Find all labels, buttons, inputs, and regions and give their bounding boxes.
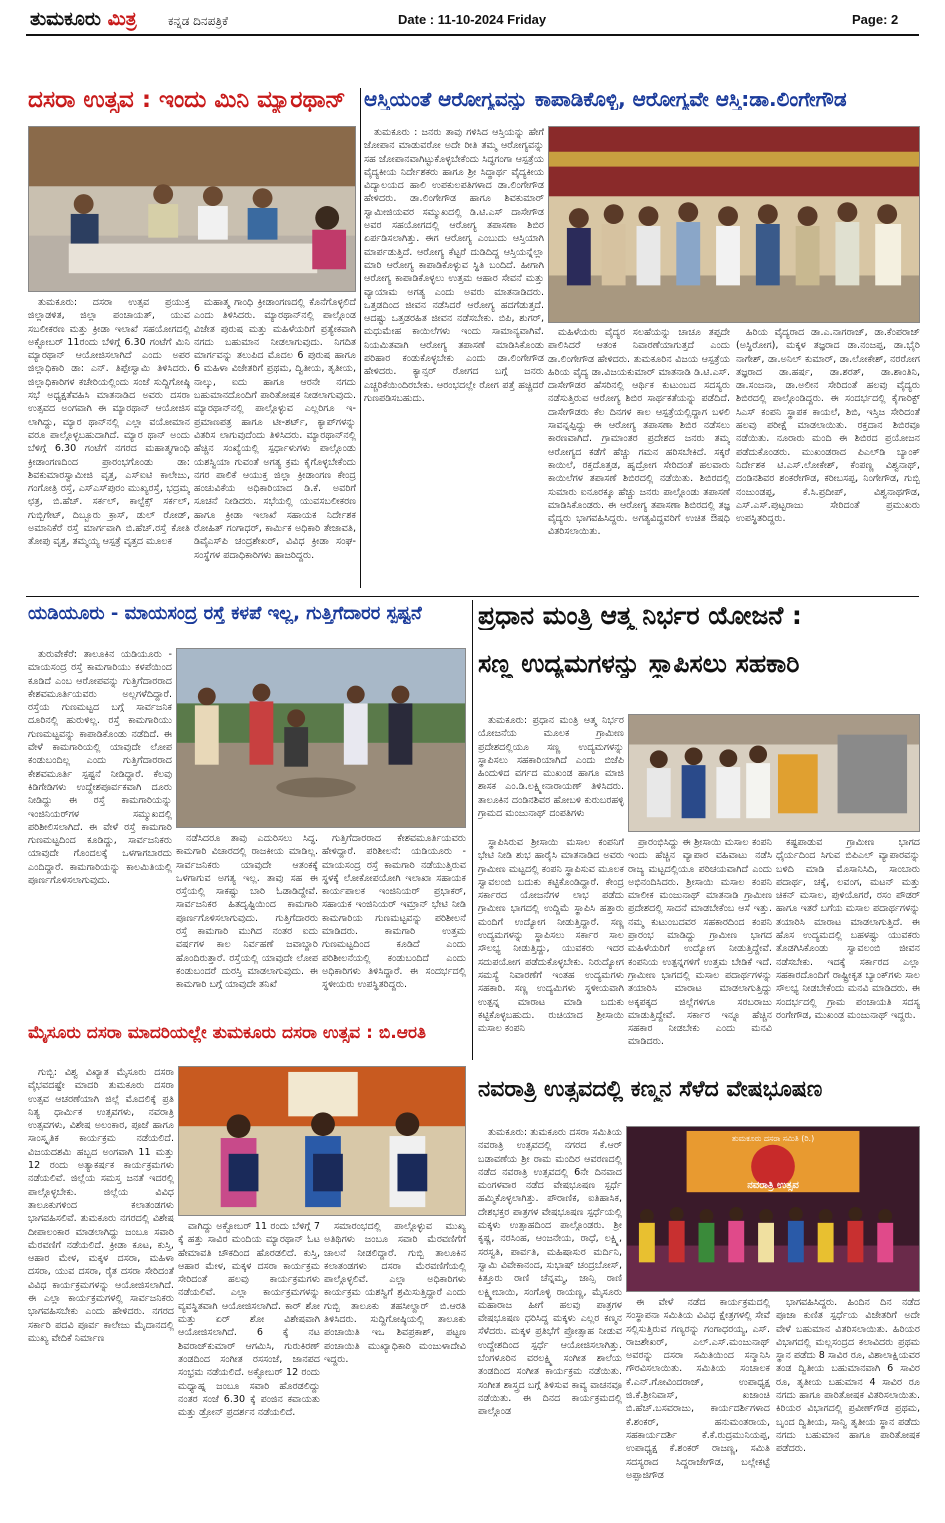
column-divider — [472, 600, 473, 1060]
article-road-text-3: ಗುತ್ತಿಗೆದಾರರಾದ ಕೇಶವಮೂರ್ತಿಯವರು ಹೇಳಿದ್ದಾರೆ. ಪರಿಶೀಲನೆ: ಯಡಿಯೂರು - ಮಾಯಸಂದ್ರ ರಸ್ತೆ ಕಾಮಗಾರಿ ನಡೆಯುತ್ತಿರುವ ಸ್ಥಳಕ್ಕೆ ಲೋಕೋಪಯೋಗಿ ಇಲಾಖಾ ಸಹಾಯಕ ಕಾರ್ಯಪಾಲಕ ಇಂಜಿನಿಯರ್ ಪ್ರಭಾಕರ್, ಸಹಾಯಕ ಇಂಜಿನಿಯರ್ ಇಮ್ರಾನ್ ಭೇಟಿ ನೀಡಿ ಕಾಮಗಾರಿಯ ಗುಣಮಟ್ಟವನ್ನು ಪರಿಶೀಲನೆ ಮಾಡಿದರು. ಕಾಮಗಾರಿ ಉತ್ತಮ ಗುಣಮಟ್ಟದಿಂದ ಕೂಡಿದೆ ಎಂದು ಪರಿಶೀಲನೆಯಲ್ಲಿ ಕಂಡುಬಂದಿದೆ ಎಂದು ಅಧಿಕಾರಿಗಳು ತಿಳಿಸಿದ್ದಾರೆ. ಈ ಸಂದರ್ಭದಲ್ಲಿ ಸ್ಥಳೀಯರು ಉಪಸ್ಥಿತರಿದ್ದರು. — [322, 833, 466, 991]
article-health-camp-text-2: ಮಹಿಳೆಯರು ವೈದ್ಯರ ಸಲಹೆಯನ್ನು ಚಾಚೂ ತಪ್ಪದೇ ಪಾಲಿಸಿದರೆ ಆತಂಕ ನಿವಾರಣೆಯಾಗುತ್ತದೆ ಎಂದು ಡಾ.ಲಿಂಗೇಗೌಡ ಹೇಳಿದರು. ತುಮಕೂರಿನ ವಿಜಯ ಆಸ್ಪತ್ರೆಯ ಹಿರಿಯ ವೈದ್ಯ ಡಾ.ವಿಜಯಕುಮಾರ್ ಮಾತನಾಡಿ ಡಿ.ಟಿ.ಎಸ್. ದಾಸೇಗೌಡರ ಹೆಸರಿನಲ್ಲಿ ಆರ್ಥಿಕ ಕುಟುಂಬದ ಸದಸ್ಯರು ನಡೆಸುತ್ತಿರುವ ಆರೋಗ್ಯ ಶಿಬಿರ ಸಾರ್ಥಕತೆಯನ್ನು ಪಡೆದಿದೆ. ದಾಸೇಗೌಡರು ಕೆಲ ದಿನಗಳ ಕಾಲ ಆಸ್ಪತ್ರೆಯಲ್ಲಿದ್ದಾಗ ಬಳಲಿ ಸಾವನ್ನಪ್ಪಿದ್ದು ಈ ಆರೋಗ್ಯ ತಪಾಸಣಾ ಶಿಬಿರ ನಡೆಸಲು ಕಾರಣವಾಗಿದೆ. ಗ್ರಾಮಾಂತರ ಪ್ರದೇಶದ ಜನರು ತಮ್ಮ ಆರೋಗ್ಯದ ಕಡೆಗೆ ಹೆಚ್ಚು ಗಮನ ಹರಿಸಬೇಕಿದೆ. ಸಕ್ಕರೆ ಕಾಯಿಲೆ, ರಕ್ತದೊತ್ತಡ, ಹೃದ್ರೋಗ ಸೇರಿದಂತೆ ಹಲವಾರು ಕಾಯಿಲೆಗಳ ತಪಾಸಣೆ ಶಿಬಿರದಲ್ಲಿ ನಡೆಯಿತು. ಶಿಬಿರದಲ್ಲಿ ಸುಮಾರು ಐನೂರಕ್ಕೂ ಹೆಚ್ಚು ಜನರು ಪಾಲ್ಗೊಂಡು ತಪಾಸಣೆ ಮಾಡಿಸಿಕೊಂಡರು. ಈ ಆರೋಗ್ಯ ತಪಾಸಣಾ ಶಿಬಿರದಲ್ಲಿ ತಜ್ಞ ವೈದ್ಯರು ಭಾಗವಹಿಸಿದ್ದರು. ಅಗತ್ಯವಿದ್ದವರಿಗೆ ಉಚಿತ ಔಷಧಿ ವಿತರಿಸಲಾಯಿತು. — [548, 327, 730, 538]
headline-atma-nirbhar-2: ಸಣ್ಣ ಉದ್ಯಮಗಳನ್ನು ಸ್ಥಾಪಿಸಲು ಸಹಕಾರಿ — [478, 650, 800, 678]
article-atma-nirbhar-col3 — [776, 836, 920, 1058]
article-dasara-text-2: ವಾಗಿದ್ದು ಅಕ್ಟೋಬರ್ 11 ರಂದು ಬೆಳಿಗ್ಗೆ 7 ಕ್ಕೆ ಹತ್ತು ಸಾವಿರ ಮಂದಿಯ ಮ್ಯಾರಥಾನ್ ಓಟ ಹೇಮಾವತಿ ಚೌಕದಿಂದ ಹೊರಡಲಿದೆ. ಕುಸ್ತಿ, ಆಹಾರ ಮೇಳ, ಮಕ್ಕಳ ದಸರಾ ಕಾರ್ಯಕ್ರಮ ಸೇರಿದಂತೆ ಹಲವು ಕಾರ್ಯಕ್ರಮಗಳು ನಡೆಯಲಿವೆ. ಎಲ್ಲಾ ಕಾರ್ಯಕ್ರಮಗಳನ್ನು ವ್ಯವಸ್ಥಿತವಾಗಿ ಆಯೋಜಿಸಲಾಗಿದೆ. ಕಾರ್ ಶೋ ಮತ್ತು ಏರ್ ಶೋ ವಿಶೇಷವಾಗಿ ಆಯೋಜಿಸಲಾಗಿದೆ. 6 ಕ್ಕೆ ನಟ ಶಿವರಾಜ್‌ಕುಮಾರ್ ಆಗಮಿಸಿ, ಗುರುಕಿರಣ್ ತಂಡದಿಂದ ಸಂಗೀತ ರಸಸಂಜೆ, ಜಾನಪದ ಸಂಭ್ರಮ ನಡೆಯಲಿದೆ. ಅಕ್ಟೋಬರ್ 12 ರಂದು ಮಧ್ಯಾಹ್ನ ಜಂಬೂ ಸವಾರಿ ಹೊರಡಲಿದ್ದು ನಂತರ ಸಂಜೆ 6.30 ಕ್ಕೆ ಪಂಜಿನ ಕವಾಯತು ಮತ್ತು ಡ್ರೋನ್ ಪ್ರದರ್ಶನ ನಡೆಯಲಿದೆ. — [178, 1221, 320, 1419]
photo-stage-org-text: ತುಮಕೂರು ದಸರಾ ಸಮಿತಿ (ರಿ.) — [731, 1133, 815, 1143]
article-road-text-1: ತುರುವೇಕೆರೆ: ತಾಲೂಕಿನ ಯಡಿಯೂರು - ಮಾಯಸಂದ್ರ ರಸ್ತೆ ಕಾಮಗಾರಿಯು ಕಳಪೆಯಿಂದ ಕೂಡಿದೆ ಎಂಬ ಆರೋಪವನ್ನು ಗುತ್ತಿಗೆದಾರರಾದ ಕೇಶವಮೂರ್ತಿಯವರು ಅಲ್ಲಗಳೆದಿದ್ದಾರೆ. ರಸ್ತೆಯ ಗುಣಮಟ್ಟದ ಬಗ್ಗೆ ಸಾರ್ವಜನಿಕ ದೂರಿನಲ್ಲಿ ಹುರುಳಿಲ್ಲ. ರಸ್ತೆ ಕಾಮಗಾರಿಯು ಗುಣಮಟ್ಟವನ್ನು ಕಾಪಾಡಿಕೊಂಡು ನಡೆದಿದೆ. ಈ ವೇಳೆ ಕಾಮಗಾರಿಯಲ್ಲಿ ಯಾವುದೇ ಲೋಪ ಕಂಡುಬಂದಿಲ್ಲ ಎಂದು ಗುತ್ತಿಗೆದಾರರಾದ ಕೇಶವಮೂರ್ತಿ ಸ್ಪಷ್ಟನೆ ನೀಡಿದ್ದಾರೆ. ಕೆಲವು ಕಿಡಿಗೇಡಿಗಳು ಉದ್ದೇಶಪೂರ್ವಕವಾಗಿ ದೂರು ನೀಡಿದ್ದು ಈ ರಸ್ತೆ ಕಾಮಗಾರಿಯನ್ನು ಇಂಜಿನಿಯರ್‌ಗಳ ಸಮ್ಮುಖದಲ್ಲಿ ಪರಿಶೀಲಿಸಲಾಗಿದೆ. ಈ ವೇಳೆ ರಸ್ತೆ ಕಾಮಗಾರಿ ಗುಣಮಟ್ಟದಿಂದ ಕೂಡಿದ್ದು, ಸಾರ್ವಜನಿಕರು ಯಾವುದೇ ಗೊಂದಲಕ್ಕೆ ಒಳಗಾಗಬಾರದು ಎಂದಿದ್ದಾರೆ. ಕಾಮಗಾರಿಯನ್ನು ಕಾಲಮಿತಿಯಲ್ಲಿ ಪೂರ್ಣಗೊಳಿಸಲಾಗುವುದು. — [28, 649, 172, 887]
article-health-camp-col2 — [548, 326, 730, 592]
article-atma-nirbhar-text-3: ಕಷ್ಟಪಾಡುವ ಗ್ರಾಮೀಣ ಭಾಗದ ಧೈರ್ಯದಿಂದ ಸಿಗುವ ಬಿಪಿಎಲ್ ವ್ಯಾಪಾರವನ್ನು ಬಳಿದಿ ಮಾಡಿ ಮೊಸಾನಿಸಿದಿ, ಸಾಂಬಾರು ಪದಾರ್ಥ, ಚಕ್ಕೆ, ಲವಂಗ, ಮಟನ್ ಮತ್ತು ಚಿಕನ್ ಮಸಾಲ, ಪುಳಿಯೊಗರೆ, ರಸಂ ಪೌಡರ್ ಹಾಗೂ ಇತರೆ ಬಗೆಯ ಮಸಾಲ ಪದಾರ್ಥಗಳನ್ನು ತಯಾರಿಸಿ ಮಾರಾಟ ಮಾಡಲಾಗುತ್ತಿದೆ. ಈ ಹೊಸ ಉದ್ಯಮದಲ್ಲಿ ಬಹಳಷ್ಟು ಯುವಕರು ತೊಡಗಿಸಿಕೊಂಡು ಸ್ವಾವಲಂಬಿ ಜೀವನ ನಡೆಸಬೇಕು. ಇದಕ್ಕೆ ಸರ್ಕಾರದ ಎಲ್ಲಾ ಸಹಕಾರದೊಂದಿಗೆ ರಾಷ್ಟ್ರೀಕೃತ ಬ್ಯಾಂಕ್‌ಗಳು ಸಾಲ ಸೌಲಭ್ಯ ನೀಡಬೇಕೆಂದು ಮನವಿ ಮಾಡಿದರು. ಈ ಸಂದರ್ಭದಲ್ಲಿ ಗ್ರಾಮ ಪಂಚಾಯತಿ ಸದಸ್ಯ ರಂಗೇಗೌಡ, ಮುಖಂಡ ಮಂಜುನಾಥ್ ಇದ್ದರು. — [776, 837, 920, 1021]
headline-tumkur-dasara: ಮೈಸೂರು ದಸರಾ ಮಾದರಿಯಲ್ಲೇ ತುಮಕೂರು ದಸರಾ ಉತ್ಸವ : ಬಿ.ಆರತಿ — [28, 1024, 426, 1043]
issue-date: Date : 11-10-2024 Friday — [398, 12, 547, 27]
photo-stage-banner-text: ನವರಾತ್ರಿ ಉತ್ಸವ — [747, 1180, 799, 1192]
article-navaratri-col2 — [626, 1296, 770, 1498]
masthead-logo-name: ತುಮಕೂರು — [30, 8, 101, 30]
article-dasara-text-3: ಸಮಾರಂಭದಲ್ಲಿ ಪಾಲ್ಗೊಳ್ಳುವ ಮುಖ್ಯ ಅತಿಥಿಗಳು ಜಂಬೂ ಸವಾರಿ ಮೆರವಣಿಗೆಗೆ ಚಾಲನೆ ನೀಡಲಿದ್ದಾರೆ. ಗುಬ್ಬಿ ತಾಲೂಕಿನ ಕಲಾತಂಡಗಳು ದಸರಾ ಮೆರವಣಿಗೆಯಲ್ಲಿ ಪಾಲ್ಗೊಳ್ಳಲಿವೆ. ಎಲ್ಲಾ ಅಧಿಕಾರಿಗಳು ಕಾರ್ಯಕ್ರಮ ಯಶಸ್ವಿಗೆ ಶ್ರಮಿಸುತ್ತಿದ್ದಾರೆ ಎಂದು ಗುಬ್ಬಿ ತಾಲೂಕು ತಹಸೀಲ್ದಾರ್ ಬಿ.ಆರತಿ ತಿಳಿಸಿದರು. ಸುದ್ದಿಗೋಷ್ಠಿಯಲ್ಲಿ ತಾಲೂಕು ಪಂಚಾಯಿತಿ ಇಒ ಶಿವಪ್ರಕಾಶ್, ಪಟ್ಟಣ ಪಂಚಾಯಿತಿ ಮುಖ್ಯಾಧಿಕಾರಿ ಮಂಜುಳಾದೇವಿ ಇದ್ದರು. — [324, 1221, 466, 1365]
article-road-col1 — [28, 648, 172, 1016]
article-navaratri-text-3: ಭಾಗವಹಿಸಿದ್ದರು. ಹಿಂದಿನ ದಿನ ನಡೆದ ಪೂಜಾ ಕುಣಿತ ಸ್ಪರ್ಧೆಯ ವಿಜೇತರಿಗೆ ಅದೇ ವೇಳೆ ಬಹುಮಾನ ವಿತರಿಸಲಾಯಿತು. ಹಿರಿಯರ ವಿಭಾಗದಲ್ಲಿ ಮಲ್ಲಸಂದ್ರದ ಕಲಾವಿದರು ಪ್ರಥಮ ಸ್ಥಾನ ಪಡೆದು 8 ಸಾವಿರ ರೂ, ವಿಶಾಲಾಕ್ಷಿಯವರ ತಂಡ ದ್ವಿತೀಯ ಬಹುಮಾನವಾಗಿ 6 ಸಾವಿರ ರೂ, ತೃತೀಯ ಬಹುಮಾನ 4 ಸಾವಿರ ರೂ ನಗದು ಹಾಗೂ ಪಾರಿತೋಷಕ ವಿತರಿಸಲಾಯಿತು. ಕಿರಿಯರ ವಿಭಾಗದಲ್ಲಿ ಪ್ರವೀಣ್‌ಗೌಡ ಪ್ರಥಮ, ಬೃಂದ ದ್ವಿತೀಯ, ಸಾನ್ವಿ ತೃತೀಯ ಸ್ಥಾನ ಪಡೆದು ನಗದು ಬಹುಮಾನ ಹಾಗೂ ಪಾರಿತೋಷಕ ಪಡೆದರು. — [776, 1297, 920, 1455]
headline-road-clarification: ಯಡಿಯೂರು - ಮಾಯಸಂದ್ರ ರಸ್ತೆ ಕಳಪೆ ಇಲ್ಲ, ಗುತ್ತಿಗೆದಾರರ ಸ್ಪಷ್ಟನೆ — [28, 604, 422, 624]
headline-navaratri-costumes: ನವರಾತ್ರಿ ಉತ್ಸವದಲ್ಲಿ ಕಣ್ಮನ ಸೆಳೆದ ವೇಷಭೂಷಣ — [478, 1078, 823, 1102]
column-divider — [360, 88, 361, 588]
article-dasara-col2 — [178, 1220, 320, 1498]
photo-meeting — [28, 126, 356, 292]
article-health-camp-col3 — [736, 326, 920, 592]
headline-health-camp: ಆಸ್ತಿಯಂತೆ ಆರೋಗ್ಯವನ್ನು ಕಾಪಾಡಿಕೊಳ್ಳಿ, ಆರೋಗ್ಯವೇ ಆಸ್ತಿ:ಡಾ.ಲಿಂಗೇಗೌಡ — [364, 88, 847, 110]
article-dasara-col1 — [28, 1066, 174, 1498]
photo-road-inspection — [176, 648, 466, 828]
article-atma-nirbhar-text-2: ಪ್ರಾರಂಭಿಸಿದ್ದು ಈ ಶ್ರೀಸಾಯಿ ಮಸಾಲ ಕಂಪನಿ ಇಂದು ಹೆಚ್ಚಿನ ವ್ಯಾಪಾರ ವಹಿವಾಟು ನಡೆಸಿ ರಾಜ್ಯ ಮಟ್ಟದಲ್ಲಿಯೂ ಪರಿಚಯವಾಗಿದೆ ಎಂದು ಅಭಿನಂದಿಸಿದರು. ಶ್ರೀಸಾಯಿ ಮಸಾಲ ಕಂಪನಿ ಮಾಲೀಕ ಮಂಜುನಾಥ್ ಮಾತನಾಡಿ ಗ್ರಾಮೀಣ ಪ್ರದೇಶದಲ್ಲಿ ಸಾದನೆ ಮಾಡಬೇಕೆಂಬ ಆಸೆ ಇತ್ತು. ನಮ್ಮ ಕುಟುಂಬದವರ ಸಹಕಾರದಿಂದ ಕಂಪನಿ ಪ್ರಾರಂಭ ಮಾಡಿದ್ದು ಗ್ರಾಮೀಣ ಭಾಗದ ಮಹಿಳೆಯರಿಗೆ ಉದ್ಯೋಗ ನೀಡುತ್ತಿದ್ದೇವೆ. ಕಂಪನಿಯ ಉತ್ಪನ್ನಗಳಿಗೆ ಉತ್ತಮ ಬೇಡಿಕೆ ಇದೆ. ಗ್ರಾಮೀಣ ಭಾಗದಲ್ಲಿ ಮಸಾಲ ಪದಾರ್ಥಗಳನ್ನು ತಯಾರಿಸಿ ಮಾರಾಟ ಮಾಡಲಾಗುತ್ತಿದ್ದು ಅಕ್ಕಪಕ್ಕದ ಜಿಲ್ಲೆಗಳಿಗೂ ಸರಬರಾಜು ಮಾಡುತ್ತಿದ್ದೇವೆ. ಸರ್ಕಾರ ಇನ್ನೂ ಹೆಚ್ಚಿನ ಸಹಕಾರ ನೀಡಬೇಕು ಎಂದು ಮನವಿ ಮಾಡಿದರು. — [628, 837, 772, 1048]
headline-atma-nirbhar-1: ಪ್ರಧಾನ ಮಂತ್ರಿ ಆತ್ಮ ನಿರ್ಭರ ಯೋಜನೆ : — [478, 602, 802, 630]
article-navaratri-text-1: ತುಮಕೂರು: ತುಮಕೂರು ದಸರಾ ಸಮಿತಿಯ ನವರಾತ್ರಿ ಉತ್ಸವದಲ್ಲಿ ನಗರದ ಕೆ.ಆರ್ ಬಡಾವಣೆಯ ಶ್ರೀ ರಾಮ ಮಂದಿರ ಆವರಣದಲ್ಲಿ ನಡೆದ ನವರಾತ್ರಿ ಉತ್ಸವದಲ್ಲಿ 6ನೇ ದಿನವಾದ ಮಂಗಳವಾರ ನಡೆದ ವೇಷಭೂಷಣ ಸ್ಪರ್ಧೆ ಹಮ್ಮಿಕೊಳ್ಳಲಾಗಿತ್ತು. ಪೌರಾಣಿಕ, ಐತಿಹಾಸಿಕ, ದೇಶಭಕ್ತರ ಪಾತ್ರಗಳ ವೇಷಭೂಷಣ ಸ್ಪರ್ಧೆಯಲ್ಲಿ ಮಕ್ಕಳು ಉತ್ಸಾಹದಿಂದ ಪಾಲ್ಗೊಂಡರು. ಶ್ರೀ ಕೃಷ್ಣ, ನರಸಿಂಹ, ಆಂಜನೇಯ, ರಾಧೆ, ಲಕ್ಷ್ಮಿ, ಸರಸ್ವತಿ, ಪಾರ್ವತಿ, ಮಹಿಷಾಸುರ ಮರ್ದಿನಿ, ಸ್ವಾಮಿ ವಿವೇಕಾನಂದ, ಸುಭಾಷ್ ಚಂದ್ರಬೋಸ್, ಕಿತ್ತೂರು ರಾಣಿ ಚೆನ್ನಮ್ಮ, ಜಾನ್ಸಿ ರಾಣಿ ಲಕ್ಷ್ಮೀಬಾಯಿ, ಸಂಗೊಳ್ಳಿ ರಾಯಣ್ಣ, ಮೈಸೂರು ಮಹಾರಾಜ ಹೀಗೆ ಹಲವು ಪಾತ್ರಗಳ ವೇಷಭೂಷಣ ಧರಿಸಿದ್ದ ಮಕ್ಕಳು ಎಲ್ಲರ ಕಣ್ಮನ ಸೆಳೆದರು. ಮಕ್ಕಳ ಪ್ರತಿಭೆಗೆ ಪ್ರೋತ್ಸಾಹ ನೀಡುವ ಉದ್ದೇಶದಿಂದ ಸ್ಪರ್ಧೆ ಆಯೋಜಿಸಲಾಗಿತ್ತು. ಬೆಂಗಳೂರಿನ ವರಲಕ್ಷ್ಮಿ ಸಂಗೀತ ಶಾಲೆಯ ತಂಡದಿಂದ ಸಂಗೀತ ಕಾರ್ಯಕ್ರಮ ನಡೆಯಿತು. ಸಂಗೀತ ಶಾಸ್ತ್ರದ ಬಗ್ಗೆ ತಿಳಿಸುವ ಕಾವ್ಯ ವಾಚನವೂ ನಡೆಯಿತು. ಈ ದಿನದ ಕಾರ್ಯಕ್ರಮದಲ್ಲಿ ಪಾಲ್ಗೊಂಡ — [478, 1127, 622, 1418]
headline-mini-marathon: ದಸರಾ ಉತ್ಸವ : ಇಂದು ಮಿನಿ ಮ್ಯಾರಥಾನ್ — [28, 88, 346, 113]
article-atma-nirbhar-col1b — [478, 836, 624, 1058]
article-atma-nirbhar-col1a — [478, 714, 624, 832]
photo-masala-company — [628, 714, 920, 832]
article-road-col2 — [176, 832, 318, 1016]
article-atma-nirbhar-text-1b: ಸ್ಥಾಪಿಸಿರುವ ಶ್ರೀಸಾಯಿ ಮಸಾಲ ಕಂಪನಿಗೆ ಭೇಟಿ ನೀಡಿ ಶುಭ ಹಾರೈಸಿ ಮಾತನಾಡಿದ ಅವರು ಗ್ರಾಮೀಣ ಮಟ್ಟದಲ್ಲಿ ಕಂಪನಿ ಸ್ಥಾಪಿಸುವ ಮೂಲಕ ಸ್ವಾವಲಂಬಿ ಬದುಕು ಕಟ್ಟಿಕೊಂಡಿದ್ದಾರೆ. ಕೇಂದ್ರ ಸರ್ಕಾರದ ಯೋಜನೆಗಳ ಲಾಭ ಪಡೆದು ಗ್ರಾಮೀಣ ಭಾಗದಲ್ಲಿ ಉದ್ದಿಮೆ ಸ್ಥಾಪಿಸಿ ಹತ್ತಾರು ಮಂದಿಗೆ ಉದ್ಯೋಗ ನೀಡುತ್ತಿದ್ದಾರೆ. ಸಣ್ಣ ಉದ್ಯಮಗಳನ್ನು ಸ್ಥಾಪಿಸಲು ಸರ್ಕಾರ ಸಾಲ ಸೌಲಭ್ಯ ನೀಡುತ್ತಿದ್ದು, ಯುವಕರು ಇದರ ಸದುಪಯೋಗ ಪಡೆದುಕೊಳ್ಳಬೇಕು. ನಿರುದ್ಯೋಗ ಸಮಸ್ಯೆ ನಿವಾರಣೆಗೆ ಇಂತಹ ಉದ್ಯಮಗಳು ಸಹಕಾರಿ. ಸಣ್ಣ ಉದ್ಯಮಿಗಳು ಸ್ಥಳೀಯವಾಗಿ ಉತ್ಪನ್ನ ಮಾರಾಟ ಮಾಡಿ ಬದುಕು ಕಟ್ಟಿಕೊಳ್ಳಬಹುದು. ರುಚಿಯಾದ ಶ್ರೀಸಾಯಿ ಮಸಾಲ ಕಂಪನಿ — [478, 837, 624, 1035]
article-atma-nirbhar-text-1a: ತುಮಕೂರು: ಪ್ರಧಾನ ಮಂತ್ರಿ ಆತ್ಮ ನಿರ್ಭರ ಯೋಜನೆಯ ಮೂಲಕ ಗ್ರಾಮೀಣ ಪ್ರದೇಶದಲ್ಲಿಯೂ ಸಣ್ಣ ಉದ್ಯಮಗಳನ್ನು ಸ್ಥಾಪಿಸಲು ಸಹಕಾರಿಯಾಗಿದೆ ಎಂದು ಬಿಜೆಪಿ ಹಿಂದುಳಿದ ವರ್ಗದ ಮುಖಂಡ ಹಾಗೂ ಮಾಜಿ ಶಾಸಕ ಎಂ.ಡಿ.ಲಕ್ಷ್ಮೀನಾರಾಯಣ್ ತಿಳಿಸಿದರು. ತಾಲೂಕಿನ ದಂಡಿನಶಿವರ ಹೋಬಳಿ ಕುರುಬರಹಳ್ಳಿ ಗ್ರಾಮದ ಮಂಜುನಾಥ್ ದಂಪತಿಗಳು — [478, 715, 624, 820]
masthead-logo-mitra: ಮಿತ್ರ — [107, 8, 137, 30]
article-navaratri-col1 — [478, 1126, 622, 1498]
masthead-subtitle: ಕನ್ನಡ ದಿನಪತ್ರಿಕೆ — [168, 14, 229, 28]
photo-navaratri-stage — [626, 1126, 920, 1292]
article-mini-marathon-text-2: ಮಹಾತ್ಮ ಗಾಂಧಿ ಕ್ರೀಡಾಂಗಣದಲ್ಲಿ ಕೊನೆಗೊಳ್ಳಲಿದೆ ಎಂದು ತಿಳಿಸಿದರು. ಮ್ಯಾರಥಾನ್‌ನಲ್ಲಿ ಪಾಲ್ಗೊಂಡ ವಿಜೇತ ಪುರುಷ ಮತ್ತು ಮಹಿಳೆಯರಿಗೆ ಪ್ರತ್ಯೇಕವಾಗಿ ನಗದು ಬಹುಮಾನ ನೀಡಲಾಗುವುದು. ನಿಗದಿತ ಮಾರ್ಗವನ್ನು ತಲುಪಿದ ಮೊದಲ 6 ಪುರುಷ ಹಾಗೂ 6 ಮಹಿಳಾ ವಿಜೇತರಿಗೆ ಪ್ರಥಮ, ದ್ವಿತೀಯ, ತೃತೀಯ, ನಾಲ್ಕು, ಐದು ಹಾಗೂ ಆರನೇ ನಗದು ಬಹುಮಾನದೊಂದಿಗೆ ಪಾರಿತೋಷಕ ನೀಡಲಾಗುವುದು. ಮ್ಯಾರಥಾನ್‌ನಲ್ಲಿ ಪಾಲ್ಗೊಳ್ಳುವ ಎಲ್ಲರಿಗೂ ಇ-ಪ್ರಮಾಣಪತ್ರ ಹಾಗೂ ಟೀ-ಶರ್ಟ್, ಕ್ಯಾಪ್‌ಗಳನ್ನು ವಿತರಿಸ ಲಾಗುವುದೆಂದು ತಿಳಿಸಿದರು. ಮ್ಯಾರಥಾನ್‌ನಲ್ಲಿ ಹೆಚ್ಚಿನ ಸಂಖ್ಯೆಯಲ್ಲಿ ಸ್ಪರ್ಧಾಳುಗಳು ಪಾಲ್ಗೊಂಡು ಯಶಸ್ವಿಯಾ ಗುವಂತೆ ಅಗತ್ಯ ಕ್ರಮ ಕೈಗೊಳ್ಳಬೇಕೆಂದು ನಗರ ಪಾಲಿಕೆ ಆಯುಕ್ತ ಜಿಲ್ಲಾ ಕ್ರೀಡಾಂಗಣ ಕೇಂದ್ರ ಹಂಚುವಿಕೆಯ ಅಧಿಕಾರಿಯಾದ ಡಿ.ಕೆ. ಅವರಿಗೆ ಸೂಚನೆ ನೀಡಿದರು. ಸಭೆಯಲ್ಲಿ ಯುವಸಬಲೀಕರಣ ಹಾಗೂ ಕ್ರೀಡಾ ಇಲಾಖೆ ಸಹಾಯಕ ನಿರ್ದೇಶಕ ರೋಹಿತ್ ಗಂಗಾಧರ್, ಕಾರ್ಮಿಕ ಅಧಿಕಾರಿ ತೇಜಾವತಿ, ಡಿವೈಎಸ್‌ಪಿ ಚಂದ್ರಶೇಖರ್, ವಿವಿಧ ಕ್ರೀಡಾ ಸಂಘ-ಸಂಸ್ಥೆಗಳ ಪದಾಧಿಕಾರಿಗಳು ಹಾಜರಿದ್ದರು. — [194, 297, 356, 561]
article-navaratri-text-2: ಈ ವೇಳೆ ನಡೆದ ಕಾರ್ಯಕ್ರಮದಲ್ಲಿ ಸಂಸ್ಥಾಪನಾ ಸಮಿತಿಯ ವಿವಿಧ ಕ್ಷೇತ್ರಗಳಲ್ಲಿ ಸೇವೆ ಸಲ್ಲಿಸುತ್ತಿರುವ ಗಣ್ಯರನ್ನು ಗಂಗಾಧರಯ್ಯ, ಎಸ್. ರಾಜಶೇಖರ್, ಎಲ್.ಎಸ್.ಮಂಜುನಾಥ್ ಅವರನ್ನು ದಸರಾ ಸಮಿತಿಯಿಂದ ಸನ್ಮಾನಿಸಿ ಗೌರವಿಸಲಾಯಿತು. ಸಮಿತಿಯ ಸಂಚಾಲಕ ಕೆ.ಎನ್.ಗೋವಿಂದರಾಜ್, ಉಪಾಧ್ಯಕ್ಷ ಜಿ.ಕೆ.ಶ್ರೀನಿವಾಸ್, ಖಜಾಂಚಿ ಬಿ.ಹೆಚ್.ಬಸವರಾಜು, ಕಾರ್ಯದರ್ಶಿಗಳಾದ ಕೆ.ಶಂಕರ್, ಹನುಮಂತರಾಯ, ಸಹಕಾರ್ಯದರ್ಶಿ ಕೆ.ಕೆ.ರುದ್ರಮುನಿಯಪ್ಪ, ಉಪಾಧ್ಯಕ್ಷ ಕೆ.ಶಂಕರ್ ರಾಜಣ್ಣ, ಸಮಿತಿ ಸದಸ್ಯರಾದ ಸಿದ್ದರಾಜೇಗೌಡ, ಬಲ್ಲೇಕಟ್ಟೆ ಅಪ್ಪಾಜಿಗೌಡ — [626, 1297, 770, 1481]
article-navaratri-col3 — [776, 1296, 920, 1498]
photo-poster-release — [178, 1066, 466, 1216]
article-atma-nirbhar-col2 — [628, 836, 772, 1058]
article-health-camp-text-1: ತುಮಕೂರು : ಜನರು ತಾವು ಗಳಿಸಿದ ಆಸ್ತಿಯನ್ನು ಹೇಗೆ ಜೋಪಾನ ಮಾಡುವರೋ ಅದೇ ರೀತಿ ತಮ್ಮ ಆರೋಗ್ಯವನ್ನು ಸಹ ಜೋಪಾನವಾಗಿಟ್ಟುಕೊಳ್ಳಬೇಕೆಂದು ಸಿದ್ಧಗಂಗಾ ಆಸ್ಪತ್ರೆಯ ವೈದ್ಯಕೀಯ ನಿರ್ದೇಶಕರು ಹಾಗೂ ಶ್ರೀ ಸಿದ್ಧಾರ್ಥ ವೈದ್ಯಕೀಯ ವಿದ್ಯಾಲಯದ ಹಾಲಿ ಉಪಕುಲಪತಿಗಳಾದ ಡಾ.ಲಿಂಗೇಗೌಡ ಹೇಳಿದರು. ಡಾ.ಲಿಂಗೇಗೌಡ ಹಾಗೂ ಶಿವಕುಮಾರ್ ಸ್ವಾಮೀಜಿಯವರ ಸಮ್ಮುಖದಲ್ಲಿ ಡಿ.ಟಿ.ಎಸ್ ದಾಸೇಗೌಡ ಅವರ ಸಹಯೋಗದಲ್ಲಿ ಆರೋಗ್ಯ ತಪಾಸಣಾ ಶಿಬಿರ ಏರ್ಪಡಿಸಲಾಗಿತ್ತು. ಈಗ ಆರೋಗ್ಯ ಎಂಬುದು ಆಸ್ತಿಯಾಗಿ ಮಾರ್ಪಡುತ್ತಿದೆ. ಆರೋಗ್ಯ ಕೆಟ್ಟರೆ ದುಡಿದಿದ್ದ ಆಸ್ತಿಯನ್ನೆಲ್ಲಾ ಮಾರಿ ಆರೋಗ್ಯ ಕಾಪಾಡಿಕೊಳ್ಳುವ ಸ್ಥಿತಿ ಬಂದಿದೆ. ಹೀಗಾಗಿ ಆರೋಗ್ಯ ಕಾಪಾಡಿಕೊಳ್ಳಲು ಉತ್ತಮ ಆಹಾರ ಸೇವನೆ ಮತ್ತು ವ್ಯಾಯಾಮ ಅಗತ್ಯ ಎಂದು ಅವರು ಮಾತನಾಡಿದರು. ಒತ್ತಡದಿಂದ ಜೀವನ ನಡೆಸಿದರೆ ಆರೋಗ್ಯ ಹದಗೆಡುತ್ತದೆ. ಆದಷ್ಟು ಒತ್ತಡರಹಿತ ಜೀವನ ನಡೆಸಬೇಕು. ಬಿಪಿ, ಶುಗರ್, ಮಧುಮೇಹ ಕಾಯಿಲೆಗಳು ಇಂದು ಸಾಮಾನ್ಯವಾಗಿವೆ. ನಿಯಮಿತವಾಗಿ ಆರೋಗ್ಯ ತಪಾಸಣೆ ಮಾಡಿಸಿಕೊಂಡು ಪರಿಹಾರ ಕಂಡುಕೊಳ್ಳಬೇಕು ಎಂದು ಡಾ.ಲಿಂಗೇಗೌಡ ಹೇಳಿದರು. ಕ್ಯಾನ್ಸರ್ ರೋಗದ ಬಗ್ಗೆ ಜನರು ಎಚ್ಚರಿಕೆಯಿಂದಿರಬೇಕು. ಆರಂಭದಲ್ಲೇ ರೋಗ ಪತ್ತೆ ಹಚ್ಚಿದರೆ ಗುಣಪಡಿಸಬಹುದು. — [364, 127, 544, 404]
page-number: Page: 2 — [852, 12, 899, 27]
article-road-text-2: ನಡೆಸಿದರೂ ತಾವು ಎದುರಿಸಲು ಸಿದ್ಧ. ಕಾಮಗಾರಿ ವಿಚಾರದಲ್ಲಿ ರಾಜಕೀಯ ಮಾಡಿಲ್ಲ. ಸಾರ್ವಜನಿಕರು ಯಾವುದೇ ಆತಂಕಕ್ಕೆ ಒಳಗಾಗುವ ಅಗತ್ಯ ಇಲ್ಲ. ತಾವು ಸಹ ಈ ರಸ್ತೆಯಲ್ಲಿ ಸಾಕಷ್ಟು ಬಾರಿ ಓಡಾಡಿದ್ದೇವೆ. ಸಾರ್ವಜನಿಕರ ಹಿತದೃಷ್ಟಿಯಿಂದ ಕಾಮಗಾರಿ ಪೂರ್ಣಗೊಳಿಸಲಾಗುವುದು. ಗುತ್ತಿಗೆದಾರರು ರಸ್ತೆ ಕಾಮಗಾರಿ ಮುಗಿದ ನಂತರ ಐದು ವರ್ಷಗಳ ಕಾಲ ನಿರ್ವಹಣೆ ಜವಾಬ್ದಾರಿ ಹೊಂದಿರುತ್ತಾರೆ. ರಸ್ತೆಯಲ್ಲಿ ಯಾವುದೇ ಲೋಪ ಕಂಡುಬಂದರೆ ದುರಸ್ತಿ ಮಾಡಲಾಗುವುದು. ಈ ಕಾಮಗಾರಿ ಬಗ್ಗೆ ಯಾವುದೇ ತನಿಖೆ — [176, 833, 318, 991]
article-health-camp-text-3: ಹಿರಿಯ ವೈದ್ಯರಾದ ಡಾ.ಎ.ನಾಗರಾಜ್, ಡಾ.ಕೆಂಪರಾಜ್ (ಅಸ್ಥಿರೋಗ), ಮಕ್ಕಳ ತಜ್ಞರಾದ ಡಾ.ನಂಜಪ್ಪ, ಡಾ.ಭೈರಿ ನಾಗೇಶ್, ಡಾ.ಅನಿಲ್ ಕುಮಾರ್, ಡಾ.ಲೋಕೇಶ್, ನರರೋಗ ತಜ್ಞರಾದ ಡಾ.ಹರ್ಷ, ಡಾ.ಶರತ್, ಡಾ.ಶಾಂತಿನಿ, ಡಾ.ಸಂಜನಾ, ಡಾ.ಅಲೀನ ಸೇರಿದಂತೆ ಹಲವು ವೈದ್ಯರು ಶಿಬಿರದಲ್ಲಿ ಪಾಲ್ಗೊಂಡಿದ್ದರು. ಈ ಸಂದರ್ಭದಲ್ಲಿ ಕೈಗಾರಿಕ್ಟ್ ಸಿಎಸ್‌ ಕಂಪನಿ ಸ್ಥಾಪಕ ಕಾಯಲೆ, ಶಿಬಿ, ಇಸ್ತಿಜ ಸೇರಿದಂತೆ ಹಲವು ಪರೀಕ್ಷೆ ಮಾಡಲಾಯಿತು. ರಕ್ತದಾನ ಶಿಬಿರವೂ ನಡೆಯಿತು. ನೂರಾರು ಮಂದಿ ಈ ಶಿಬಿರದ ಪ್ರಯೋಜನ ಪಡೆದುಕೊಂಡರು. ಮುಖಂಡರಾದ ಪಿಎಲ್‌ಡಿ ಬ್ಯಾಂಕ್ ನಿರ್ದೇಶಕ ಟಿ.ಎಸ್.ಲೋಕೇಶ್, ಕೆಂಪಣ್ಣ ವಿಶ್ವನಾಥ್, ದಂಡಿನಶಿವರ ಶಂಕರೇಗೌಡ, ಕರೀಬಸಪ್ಪ, ನಿಂಗೇಗೌಡ, ಗುಬ್ಬಿ ನಂಜುಂಡಪ್ಪ, ಕೆ.ಸಿ.ಪ್ರದೀಪ್, ವಿಶ್ವನಾಥಗೌಡ, ಎಸ್.ಎಸ್.ಪುಟ್ಟರಾಜು ಸೇರಿದಂತೆ ಪ್ರಮುಖರು ಉಪಸ್ಥಿತರಿದ್ದರು. — [736, 327, 920, 525]
masthead-logo — [30, 8, 137, 30]
article-road-col3 — [322, 832, 466, 1016]
article-mini-marathon-text-1: ತುಮಕೂರು: ದಸರಾ ಉತ್ಸವ ಪ್ರಯುಕ್ತ ಜಿಲ್ಲಾಡಳಿತ, ಜಿಲ್ಲಾ ಪಂಚಾಯತ್, ಯುವ ಸಬಲೀಕರಣ ಮತ್ತು ಕ್ರೀಡಾ ಇಲಾಖೆ ಸಹಯೋಗದಲ್ಲಿ ಅಕ್ಟೋಬರ್ 11ರಂದು ಬೆಳಿಗ್ಗೆ 6.30 ಗಂಟೆಗೆ ಮಿನಿ ಮ್ಯಾರಥಾನ್ ಆಯೋಜಿಸಲಾಗಿದೆ ಎಂದು ಅಪರ ಜಿಲ್ಲಾಧಿಕಾರಿ ಡಾ: ಎನ್. ತಿಪ್ಪೇಸ್ವಾಮಿ ತಿಳಿಸಿದರು. ಜಿಲ್ಲಾಧಿಕಾರಿಗಳ ಕಚೇರಿಯಲ್ಲಿಂದು ಸಂಜೆ ಸುದ್ದಿಗೋಷ್ಠಿ ಸಭೆ ಅಧ್ಯಕ್ಷತೆವಹಿಸಿ ಮಾತನಾಡಿದ ಅವರು ದಸರಾ ಉತ್ಸವದ ಅಂಗವಾಗಿ ಈ ಮ್ಯಾರಥಾನ್ ಆಯೋಜಿಸ ಲಾಗಿದ್ದು, ಮ್ಯಾರ ಥಾನ್‌ನಲ್ಲಿ ಎಲ್ಲಾ ವಯೋಮಾನ ವರೂ ಪಾಲ್ಗೊಳ್ಳಬಹುದಾಗಿದೆ. ಮ್ಯಾರ ಥಾನ್ ಅಂದು ಬೆಳಿಗ್ಗೆ 6.30 ಗಂಟೆಗೆ ನಗರದ ಮಹಾತ್ಮಗಾಂಧಿ ಕ್ರೀಡಾಂಗಣದಿಂದ ಪ್ರಾರಂಭಗೊಂಡು ಡಾ: ಶಿವಕುಮಾರಸ್ವಾಮೀಜಿ ವೃತ್ತ, ಎಸ್‌ಐಟಿ ಕಾಲೇಜು, ಗಂಗೋತ್ರಿ ರಸ್ತೆ, ಎಸ್‌ಎಸ್‌ಪುರಂ ಮುಖ್ಯರಸ್ತೆ, ಭದ್ರಮ್ಮ ಛತ್ರ, ಬಿ.ಹೆಚ್. ಸರ್ಕಲ್, ಕಾಲ್ಟೆಕ್ಸ್ ಸರ್ಕಲ್, ಗುಬ್ಬಿಗೇಟ್, ದಿಬ್ಬೂರು ಕ್ರಾಸ್, ಡುಲ್ ರೋಡ್, ಅಮಾನಿಕೆರೆ ರಸ್ತೆ ಮಾರ್ಗವಾಗಿ ಬಿ.ಹೆಚ್.ರಸ್ತೆ ಕೋತಿ ತೋಪು ವೃತ್ತ, ತಮ್ಮಯ್ಯ ಆಸ್ಪತ್ರೆ ವೃತ್ತದ ಮೂಲಕ — [28, 297, 190, 548]
article-dasara-text-1: ಗುಬ್ಬಿ: ವಿಶ್ವ ವಿಖ್ಯಾತ ಮೈಸೂರು ದಸರಾ ವೈಭವದಷ್ಟೇ ಮಾದರಿ ತುಮಕೂರು ದಸರಾ ಉತ್ಸವ ಆಚರಣೆಯಾಗಿ ಜಿಲ್ಲೆ ಮೊದಲಿಕ್ಕೆ ಪ್ರತಿ ನಿತ್ಯ ಧಾರ್ಮಿಕ ಉತ್ಸವಗಳು, ನವರಾತ್ರಿ ಉತ್ಸವಗಳು, ವಿಶೇಷ ಅಲಂಕಾರ, ಪೂಜೆ ಹಾಗೂ ಸಾಂಸ್ಕೃತಿಕ ಕಾರ್ಯಕ್ರಮ ನಡೆಯಲಿದೆ. ವಿಜಯದಶಮಿ ಹಬ್ಬದ ಅಂಗವಾಗಿ 11 ಮತ್ತು 12 ರಂದು ಅತ್ಯಾಕರ್ಷಕ ಕಾರ್ಯಕ್ರಮಗಳು ನಡೆಯಲಿವೆ. ಜಿಲ್ಲೆಯ ಸಮಸ್ತ ಜನತೆ ಇದರಲ್ಲಿ ಪಾಲ್ಗೊಳ್ಳಬೇಕು. ಜಿಲ್ಲೆಯ ವಿವಿಧ ತಾಲೂಕುಗಳಿಂದ ಕಲಾತಂಡಗಳು ಭಾಗವಹಿಸಲಿವೆ. ತುಮಕೂರು ನಗರದಲ್ಲಿ ವಿಶೇಷ ದೀಪಾಲಂಕಾರ ಮಾಡಲಾಗಿದ್ದು ಜಂಬೂ ಸವಾರಿ ಮೆರವಣಿಗೆ ನಡೆಯಲಿದೆ. ಕ್ರೀಡಾ ಕೂಟ, ಕುಸ್ತಿ, ಆಹಾರ ಮೇಳ, ಮಕ್ಕಳ ದಸರಾ, ಮಹಿಳಾ ದಸರಾ, ಯುವ ದಸರಾ, ರೈತ ದಸರಾ ಸೇರಿದಂತೆ ವಿವಿಧ ಕಾರ್ಯಕ್ರಮಗಳನ್ನು ಆಯೋಜಿಸಲಾಗಿದೆ. ಈ ಎಲ್ಲಾ ಕಾರ್ಯಕ್ರಮಗಳಲ್ಲಿ ಸಾರ್ವಜನಿಕರು ಭಾಗವಹಿಸಬೇಕು ಎಂದು ಹೇಳಿದರು. ನಗರದ ಸರ್ಕಾರಿ ಪದವಿ ಪೂರ್ವ ಕಾಲೇಜು ಮೈದಾನದಲ್ಲಿ ಮುಖ್ಯ ವೇದಿಕೆ ನಿರ್ಮಾಣ — [28, 1067, 174, 1344]
section-divider — [26, 596, 919, 597]
masthead-rule — [26, 34, 919, 36]
article-dasara-col3 — [324, 1220, 466, 1498]
photo-health-camp — [548, 126, 920, 323]
article-health-camp-col1 — [364, 126, 544, 592]
